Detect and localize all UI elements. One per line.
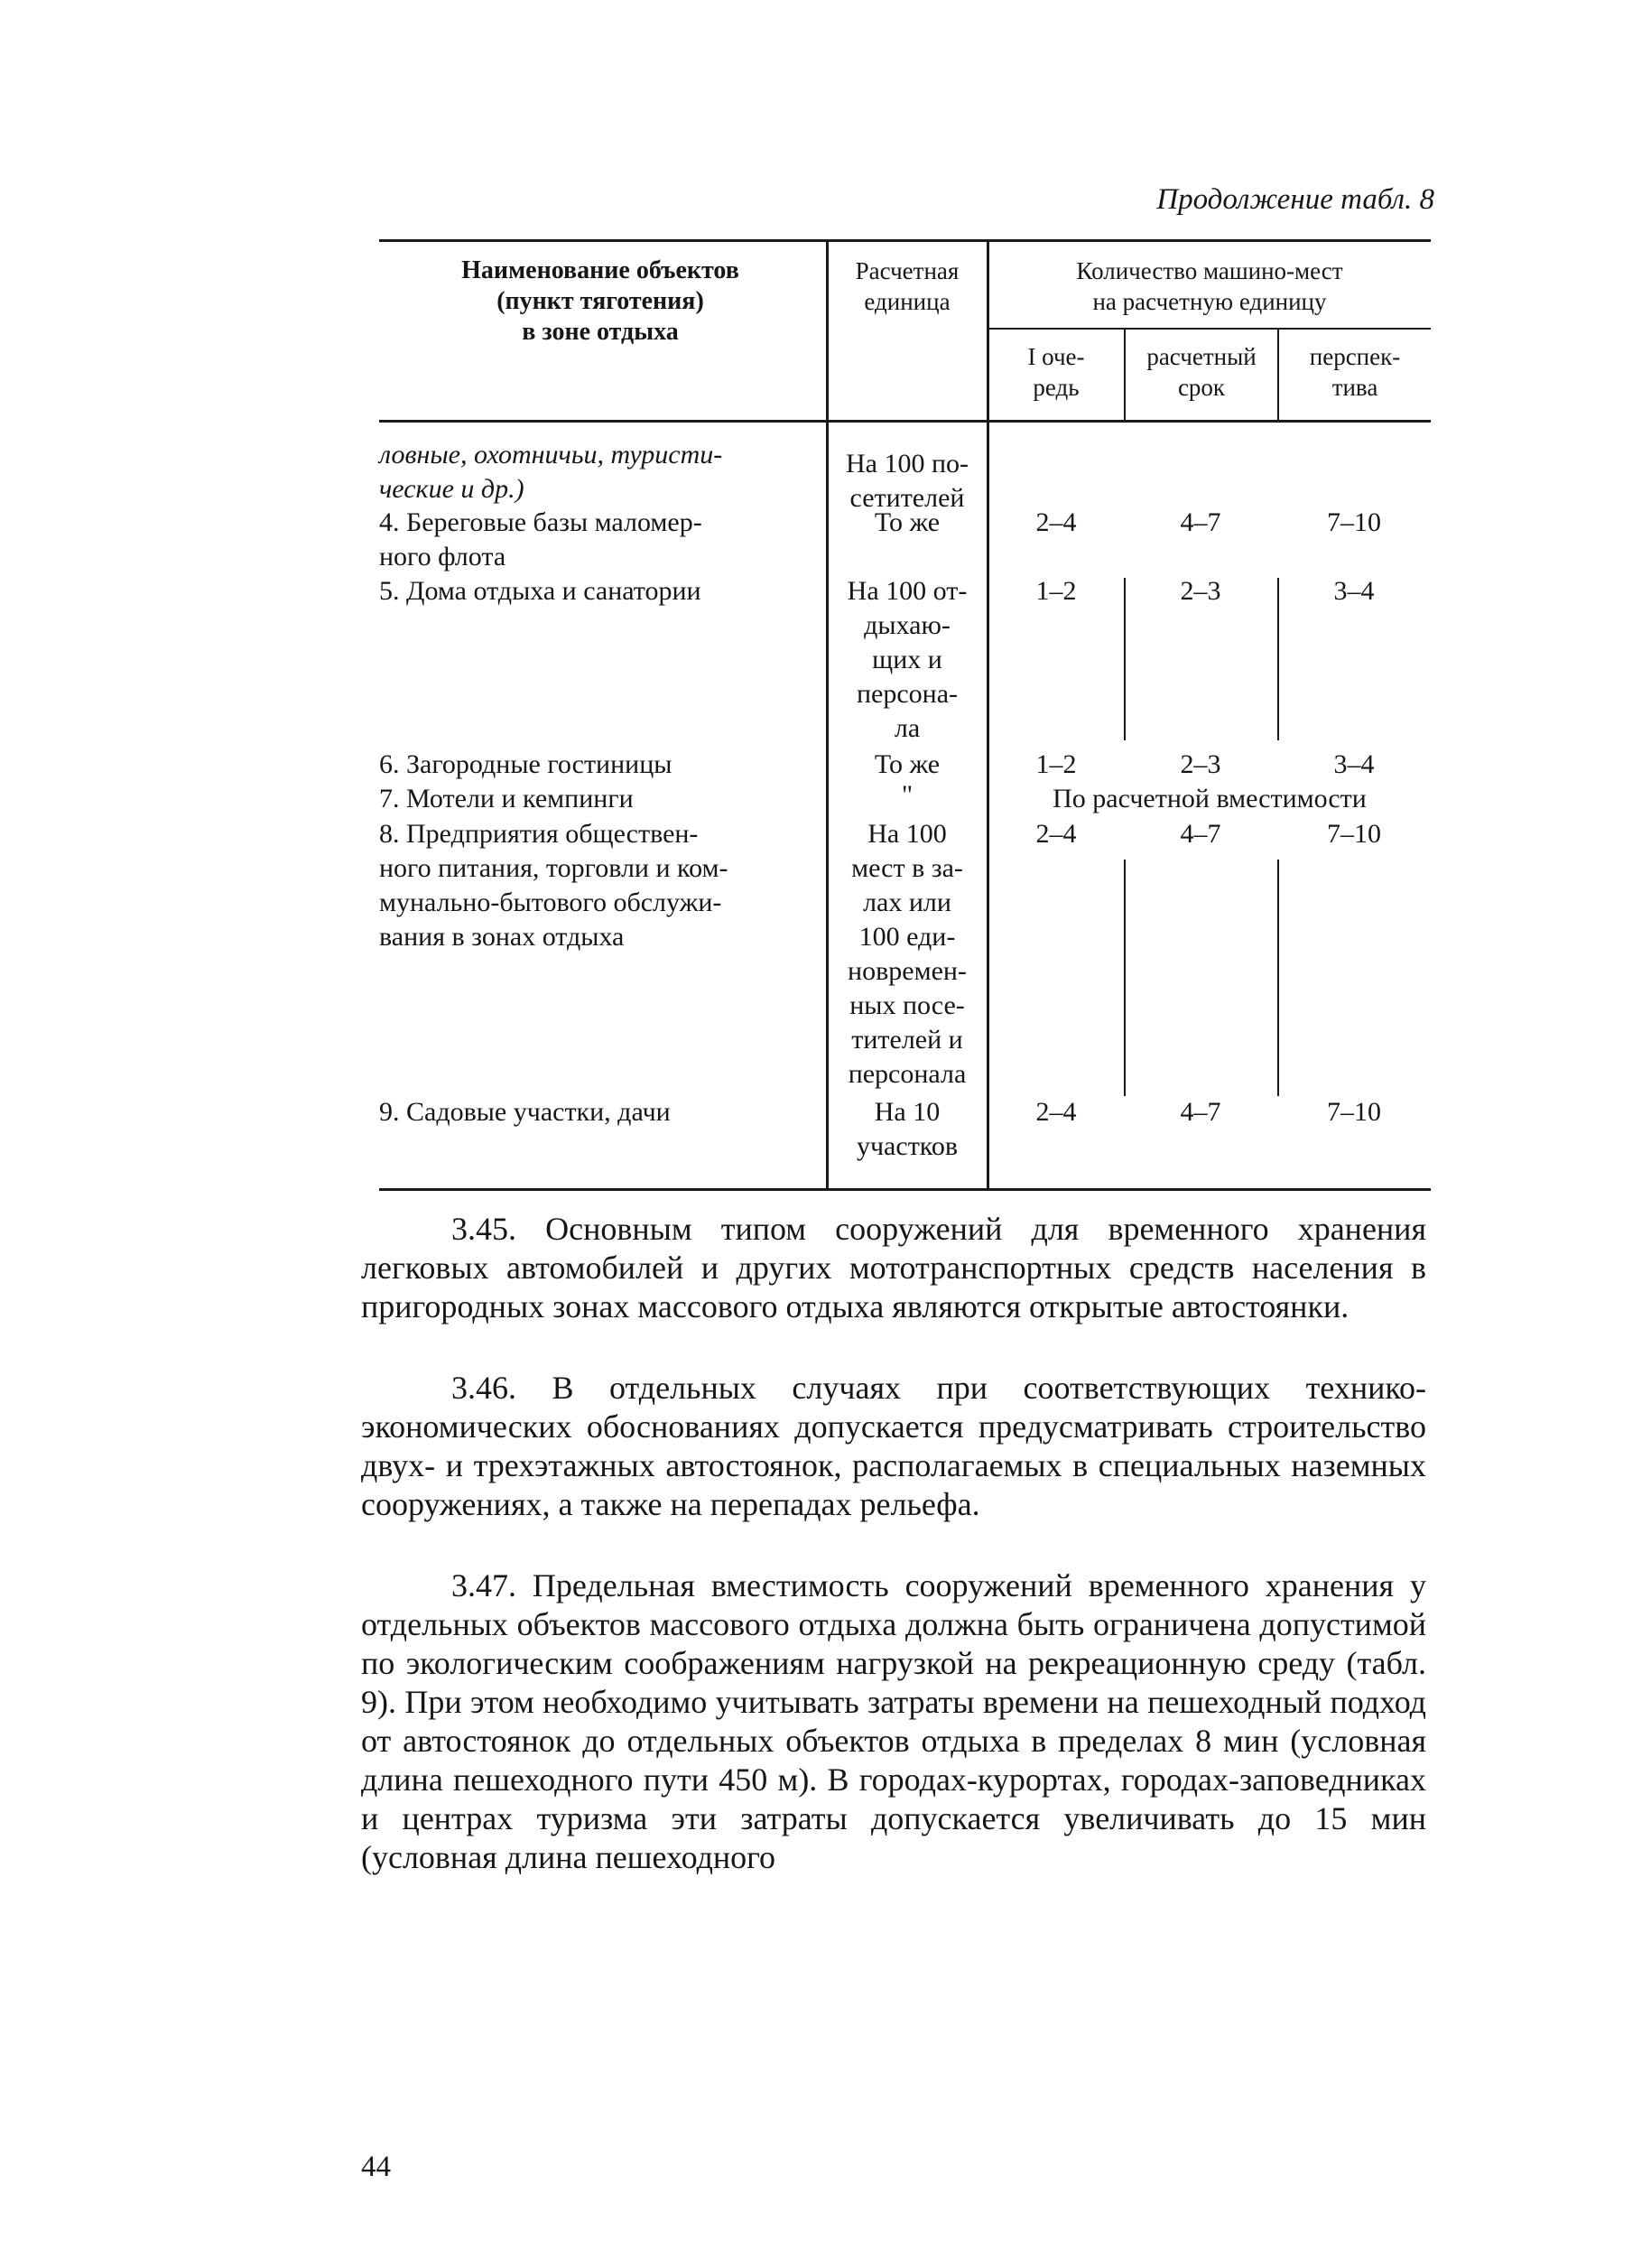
- header-bottom-rule: [379, 420, 1431, 423]
- table-cell-first-stage: 2–4: [1035, 507, 1077, 537]
- header-unit: Расчетная единица: [855, 257, 960, 315]
- column-divider-sub1-body2: [1124, 860, 1126, 1096]
- table-cell-design-period: 2–3: [1180, 749, 1221, 779]
- paragraph-3-46: [361, 1369, 1426, 1524]
- column-divider-unit: [826, 239, 829, 1188]
- table-row-name: 6. Загородные гостиницы: [379, 749, 672, 779]
- table-row-name: 7. Мотели и кемпинги: [379, 784, 634, 813]
- table-cell-first-stage: 2–4: [1035, 819, 1077, 849]
- paragraph-number: 3.45.: [451, 1211, 516, 1247]
- table-cell-design-period: 4–7: [1180, 819, 1221, 849]
- header-object-name: Наименование объектов (пункт тяготения) в зоне отдыха: [461, 256, 739, 346]
- table-row-unit: ": [901, 780, 914, 810]
- column-divider-sub2: [1277, 330, 1279, 420]
- column-divider-sub1: [1124, 330, 1126, 420]
- table-cell-first-stage: 1–2: [1035, 576, 1077, 606]
- group-header-rule: [988, 328, 1431, 330]
- table-row-name: 9. Садовые участки, дачи: [379, 1097, 671, 1127]
- table-row-unit: То же: [874, 507, 941, 537]
- header-parking-count: Количество машино-мест на расчетную единицу: [1076, 257, 1343, 315]
- table-cell-design-period: 4–7: [1180, 1097, 1221, 1127]
- table-continuation-label: Продолжение табл. 8: [1156, 183, 1434, 216]
- table-cell-perspective: 7–10: [1327, 819, 1381, 849]
- table-row-name: 5. Дома отдыха и санатории: [379, 576, 701, 606]
- table-cell-perspective: 7–10: [1327, 1097, 1381, 1127]
- column-divider-values: [987, 239, 989, 1188]
- paragraph-text: Основным типом сооружений для временного хранения легковых автомобилей и других мототранспортных средств населения в пригородных зонах массового отдыха являются открытые автостоянки.: [361, 1211, 1427, 1325]
- table-cell-first-stage: 1–2: [1035, 749, 1077, 779]
- table-cell-design-period: 4–7: [1180, 507, 1221, 537]
- paragraph-number: 3.47.: [451, 1567, 516, 1603]
- table-row-name: ловные, охотничьи, туристи- ческие и др.): [379, 440, 723, 504]
- paragraph-text: В отдельных случаях при соответствующих технико-экономических обоснованиях допускается предусматривать строительство двух- и трехэтажных автостоянок, располагаемых в специальных наземных сооружениях, а также на перепадах рельефа.: [361, 1370, 1426, 1522]
- table-cell-span-capacity: По расчетной вместимости: [1053, 784, 1367, 813]
- table-row-name: 4. Береговые базы маломер- ного флота: [379, 507, 702, 572]
- table-row-unit: На 100 от- дыхаю- щих и персона- ла: [847, 576, 968, 743]
- table-cell-design-period: 2–3: [1180, 576, 1221, 606]
- table-cell-first-stage: 2–4: [1035, 1097, 1077, 1127]
- header-first-stage: I оче- редь: [1027, 343, 1085, 401]
- table-cell-perspective: 3–4: [1333, 749, 1375, 779]
- paragraph-3-47: [361, 1566, 1426, 1877]
- paragraph-3-45: [361, 1210, 1426, 1326]
- table-row-unit: На 100 мест в за- лах или 100 еди- новремен- ных посе- тителей и персонала: [848, 819, 967, 1089]
- column-divider-sub2-body: [1277, 578, 1279, 740]
- table-bottom-rule: [379, 1188, 1431, 1191]
- table-row-unit: На 10 участков: [856, 1097, 959, 1161]
- column-divider-sub1-body: [1124, 578, 1126, 740]
- table-cell-perspective: 7–10: [1327, 507, 1381, 537]
- table-row-unit: То же: [874, 749, 941, 779]
- table-top-rule: [379, 239, 1431, 242]
- table-cell-perspective: 3–4: [1333, 576, 1375, 606]
- paragraph-text: Предельная вместимость сооружений временного хранения у отдельных объектов массового отдыха должна быть ограничена допустимой по экологическим соображениям нагрузкой на рекреационную среду (табл. 9). При этом необходимо учитывать затраты времени на пешеходный подход от автостоянок до отдельных объектов отдыха в пределах 8 мин (условная длина пешеходного пути 450 м). В городах-курортах, городах-заповедниках и центрах туризма эти затраты допускается увеличивать до 15 мин (условная длина пешеходного: [361, 1567, 1426, 1875]
- header-perspective: перспек- тива: [1309, 343, 1401, 401]
- page-number: 44: [361, 2151, 391, 2183]
- table-row-unit: На 100 по- сетителей: [845, 449, 969, 513]
- header-design-period: расчетный срок: [1146, 343, 1257, 401]
- column-divider-sub2-body2: [1277, 860, 1279, 1096]
- table-row-name: 8. Предприятия обществен- ного питания, торговли и ком- мунально-бытового обслужи- вания в зонах отдыха: [379, 819, 728, 952]
- paragraph-number: 3.46.: [451, 1370, 516, 1406]
